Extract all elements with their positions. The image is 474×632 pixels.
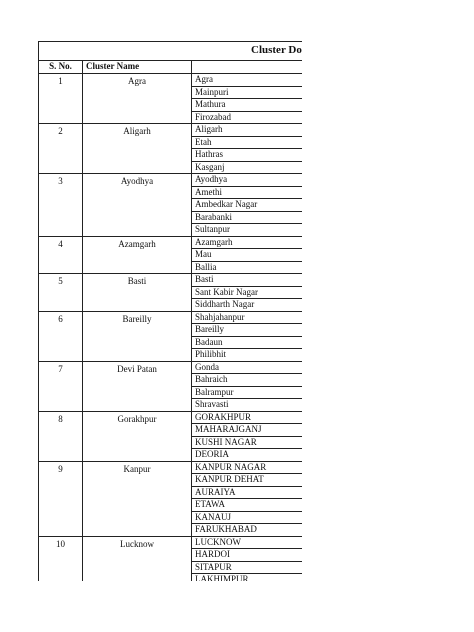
district-cell: KANPUR NAGAR — [192, 461, 303, 474]
serial-number-cell: 8 — [39, 411, 83, 461]
serial-number-cell: 4 — [39, 236, 83, 274]
cluster-name-cell: Azamgarh — [83, 236, 192, 274]
district-cell: Badaun — [192, 336, 303, 349]
title-cell — [39, 42, 303, 61]
cluster-name-cell: Bareilly — [83, 311, 192, 361]
serial-number-cell: 6 — [39, 311, 83, 361]
district-cell: Gonda — [192, 361, 303, 374]
cluster-name-cell: Lucknow — [83, 536, 192, 581]
district-cell: ETAWA — [192, 499, 303, 512]
header-district — [192, 61, 303, 74]
district-cell: KUSHI NAGAR — [192, 436, 303, 449]
district-cell: Bahraich — [192, 374, 303, 387]
district-cell: Mathura — [192, 99, 303, 112]
district-cell: Shravasti — [192, 399, 303, 412]
district-cell: Bareilly — [192, 324, 303, 337]
district-cell: Etah — [192, 136, 303, 149]
table-row — [39, 411, 303, 424]
district-cell: SITAPUR — [192, 561, 303, 574]
district-cell: Ayodhya — [192, 174, 303, 187]
table-row — [39, 174, 303, 187]
sheet-title: Cluster Do — [251, 44, 302, 57]
district-cell: HARDOI — [192, 549, 303, 562]
district-cell: Firozabad — [192, 111, 303, 124]
header-cluster-name: Cluster Name — [83, 61, 192, 74]
district-cell: DEORIA — [192, 449, 303, 462]
serial-number-cell: 9 — [39, 461, 83, 536]
cluster-name-cell: Devi Patan — [83, 361, 192, 411]
district-cell: KANPUR DEHAT — [192, 474, 303, 487]
table-row — [39, 536, 303, 549]
serial-number-cell: 2 — [39, 124, 83, 174]
district-cell: Azamgarh — [192, 236, 303, 249]
district-cell: FARUKHABAD — [192, 524, 303, 537]
table-row — [39, 311, 303, 324]
table-row — [39, 361, 303, 374]
cluster-name-cell: Gorakhpur — [83, 411, 192, 461]
district-cell: LUCKNOW — [192, 536, 303, 549]
district-cell: Sant Kabir Nagar — [192, 286, 303, 299]
district-cell: Barabanki — [192, 211, 303, 224]
serial-number-cell: 10 — [39, 536, 83, 581]
spreadsheet-page — [38, 41, 302, 581]
district-cell: Kasganj — [192, 161, 303, 174]
district-cell: Siddharth Nagar — [192, 299, 303, 312]
district-cell: Balrampur — [192, 386, 303, 399]
table-row — [39, 236, 303, 249]
district-cell: MAHARAJGANJ — [192, 424, 303, 437]
header-sno: S. No. — [39, 61, 83, 74]
district-cell: Mau — [192, 249, 303, 262]
table-row — [39, 74, 303, 87]
district-cell: KANAUJ — [192, 511, 303, 524]
table-row — [39, 461, 303, 474]
table-row — [39, 124, 303, 137]
district-cell: Philibhit — [192, 349, 303, 362]
district-cell: Mainpuri — [192, 86, 303, 99]
title-row — [39, 42, 303, 61]
cluster-name-cell: Aligarh — [83, 124, 192, 174]
district-cell: Aligarh — [192, 124, 303, 137]
cluster-name-cell: Basti — [83, 274, 192, 312]
district-cell: Shahjahanpur — [192, 311, 303, 324]
cluster-name-cell: Ayodhya — [83, 174, 192, 237]
district-cell: LAKHIMPUR — [192, 574, 303, 582]
district-cell: Amethi — [192, 186, 303, 199]
table-row — [39, 274, 303, 287]
serial-number-cell: 7 — [39, 361, 83, 411]
district-cell: Basti — [192, 274, 303, 287]
serial-number-cell: 3 — [39, 174, 83, 237]
district-cell: AURAIYA — [192, 486, 303, 499]
cluster-name-cell: Agra — [83, 74, 192, 124]
district-cell: GORAKHPUR — [192, 411, 303, 424]
header-row — [39, 61, 303, 74]
cluster-table — [38, 41, 302, 581]
district-cell: Sultanpur — [192, 224, 303, 237]
serial-number-cell: 5 — [39, 274, 83, 312]
cluster-name-cell: Kanpur — [83, 461, 192, 536]
serial-number-cell: 1 — [39, 74, 83, 124]
district-cell: Agra — [192, 74, 303, 87]
district-cell: Hathras — [192, 149, 303, 162]
district-cell: Ballia — [192, 261, 303, 274]
district-cell: Ambedkar Nagar — [192, 199, 303, 212]
